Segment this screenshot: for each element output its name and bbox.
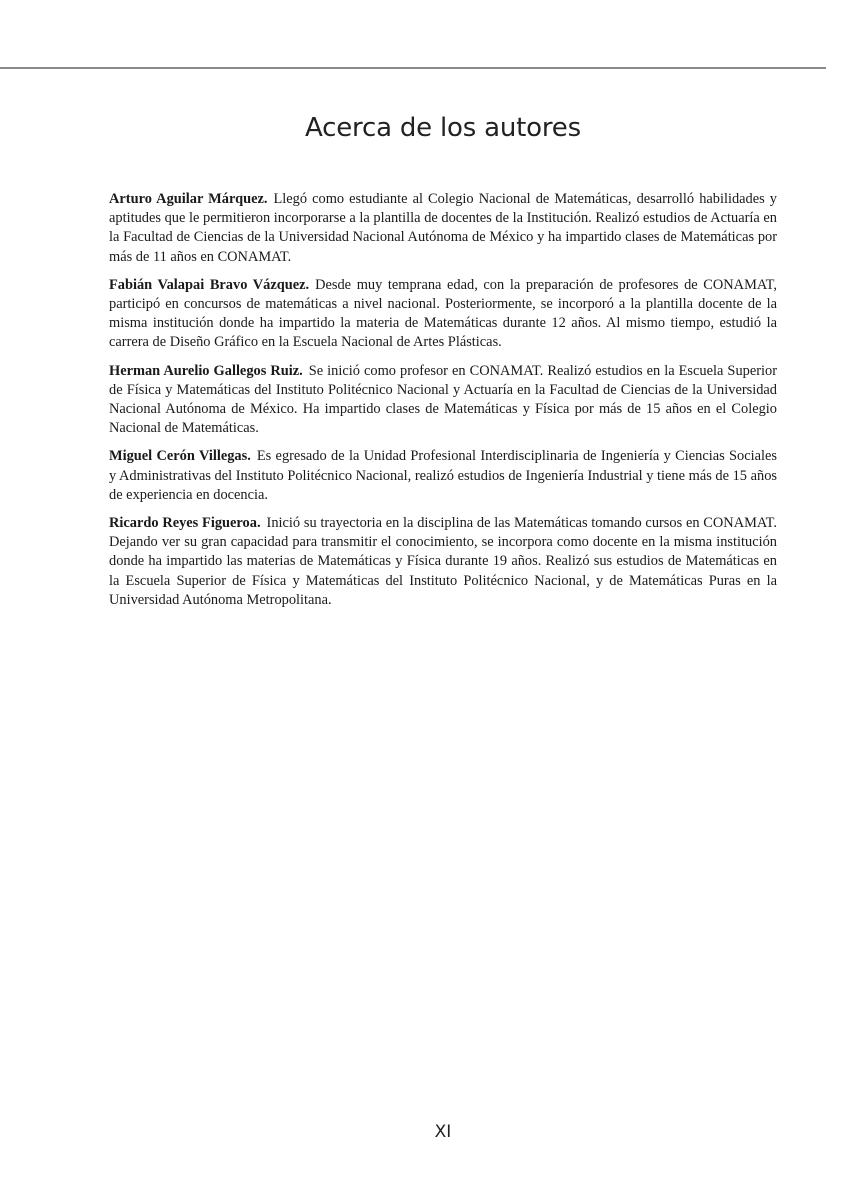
author-bio-text: Es egresado de la Unidad Profesional Interdisciplinaria de Ingeniería y Ciencias Sociales y Administrativas del Instituto Politécnico Nacional, realizó estudios de Ingeniería Industrial y tiene más de 15 años de experiencia en docencia. <box>109 448 777 503</box>
author-name: Ricardo Reyes Figueroa. <box>109 515 261 532</box>
author-name: Arturo Aguilar Márquez. <box>109 191 268 207</box>
authors-section <box>109 190 777 619</box>
author-bio-text: Se inició como profesor en CONAMAT. Realizó estudios en la Escuela Superior de Física y Matemáticas del Instituto Politécnico Nacional y Actuaría en la Facultad de Ciencias de la Universidad Nacional Autónoma de México. Ha impartido clases de Matemáticas y Física por más de 15 años en el Colegio Nacional de Matemáticas. <box>109 362 777 437</box>
author-name: Miguel Cerón Villegas. <box>109 448 251 465</box>
page-title: Acerca de los autores <box>305 113 581 143</box>
author-bio-text: Desde muy temprana edad, con la preparación de profesores de CONAMAT, participó en concursos de matemáticas a nivel nacional. Posteriormente, se incorporó a la plantilla docente de la misma institución donde ha impartido la materia de Matemáticas durante 12 años. Al mismo tiempo, estudió la carrera de Diseño Gráfico en la Escuela Nacional de Artes Plásticas. <box>109 276 777 351</box>
author-bio-ceron <box>109 447 777 505</box>
author-bio-text: Llegó como estudiante al Colegio Nacional de Matemáticas, desarrolló habilidades y aptitudes que le permitieron incorporarse a la plantilla de docentes de la Institución. Realizó estudios de Actuaría en la Facultad de Ciencias de la Universidad Nacional Autónoma de México y ha impartido clases de Matemáticas por más de 11 años en CONAMAT. <box>109 191 777 265</box>
author-bio-gallegos <box>109 362 777 439</box>
author-name: Herman Aurelio Gallegos Ruiz. <box>109 362 303 379</box>
author-bio-text: Inició su trayectoria en la disciplina de las Matemáticas tomando cursos en CONAMAT. Dejando ver su gran capacidad para transmitir el conocimiento, se incorpora como docente en la misma institución donde ha impartido las materias de Matemáticas y Física durante 19 años. Realizó sus estudios de Matemáticas en la Escuela Superior de Física y Matemáticas del Instituto Politécnico Nacional, y de Matemáticas Puras en la Universidad Autónoma Metropolitana. <box>109 515 777 608</box>
page-number: XI <box>434 1122 452 1142</box>
author-name: Fabián Valapai Bravo Vázquez. <box>109 276 310 293</box>
author-bio-bravo <box>109 276 777 353</box>
header-rule <box>0 67 826 69</box>
author-bio-aguilar <box>109 190 777 267</box>
author-bio-reyes <box>109 514 777 610</box>
